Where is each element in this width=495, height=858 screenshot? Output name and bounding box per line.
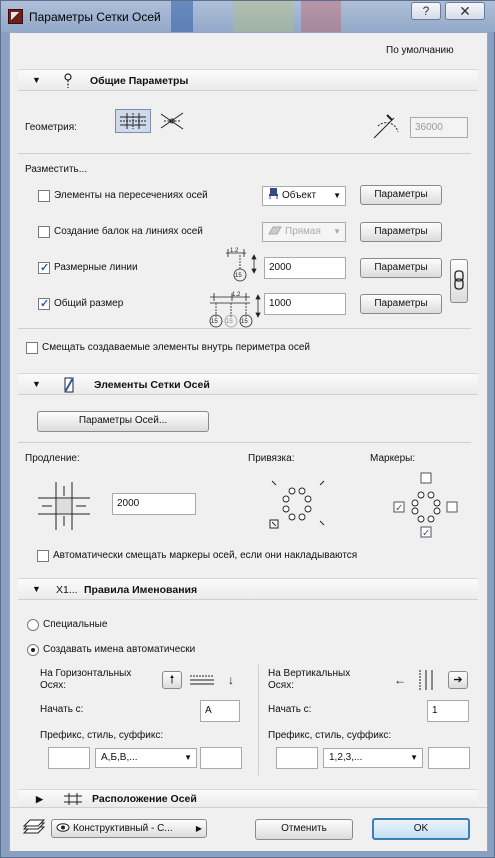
vertical-suffix-field[interactable] — [428, 747, 470, 769]
beams-label: Создание балок на линиях осей — [54, 226, 203, 237]
naming-prefix-icon: X1... — [56, 584, 78, 596]
divider — [258, 665, 259, 775]
overall-dimension-icon — [206, 287, 264, 329]
chevron-down-icon: ▼ — [333, 227, 341, 236]
chevron-down-icon: ▼ — [184, 753, 192, 762]
chain-link-icon — [451, 260, 467, 302]
horizontal-style-select[interactable] — [95, 748, 197, 768]
arrow-right-icon: ➔ — [453, 674, 463, 686]
geometry-radial-button[interactable] — [158, 110, 186, 132]
chain-link-toggle[interactable] — [450, 259, 468, 303]
close-button[interactable]: ✕ — [445, 2, 485, 20]
arrow-right-button[interactable] — [448, 671, 468, 689]
special-names-label: Специальные — [43, 619, 108, 630]
overall-dimension-field[interactable]: 1000 — [264, 293, 346, 315]
section-header-general[interactable] — [18, 69, 478, 91]
svg-text:✓: ✓ — [395, 503, 404, 514]
dimension-lines-field[interactable]: 2000 — [264, 257, 346, 279]
app-icon — [8, 9, 23, 24]
overall-marker-label-2: 15 — [226, 319, 233, 325]
help-button[interactable]: ? — [411, 2, 441, 20]
svg-text:✓: ✓ — [422, 528, 431, 539]
dimension-marker-label: 15 — [235, 273, 242, 279]
intersection-params-button[interactable]: Параметры — [360, 185, 442, 205]
auto-names-label: Создавать имена автоматически — [43, 644, 196, 655]
title-bar[interactable] — [1, 1, 495, 32]
horizontal-axes-icon — [188, 671, 218, 689]
grid-placement-icon — [62, 792, 84, 806]
vertical-start-label: Начать с: — [268, 704, 312, 715]
dimension-params-button[interactable]: Параметры — [360, 258, 442, 278]
eye-icon — [56, 823, 70, 832]
extension-icon — [34, 478, 94, 534]
object-type-value: Объект — [282, 190, 317, 201]
horizontal-axes-title: На Горизонтальных — [40, 668, 132, 679]
axis-params-button[interactable]: Параметры Осей... — [37, 411, 209, 432]
background-decoration — [171, 1, 193, 32]
grid-element-icon — [62, 377, 76, 393]
horizontal-suffix-field[interactable] — [200, 747, 242, 769]
horizontal-prefix-field[interactable] — [48, 747, 90, 769]
section-header-grid-elements[interactable] — [18, 373, 478, 395]
beam-icon — [268, 226, 282, 235]
dialog-body — [9, 32, 488, 851]
snap-icon — [268, 477, 328, 529]
expand-triangle-icon[interactable]: ▶ — [36, 794, 43, 804]
special-names-radio[interactable] — [27, 619, 39, 631]
beam-type-value: Прямая — [285, 226, 321, 237]
geometry-label: Геометрия: — [25, 122, 77, 133]
dimension-lines-label: Размерные линии — [54, 262, 138, 273]
extension-field[interactable]: 2000 — [112, 493, 196, 515]
chair-icon — [268, 188, 279, 199]
auto-offset-markers-label: Автоматически смещать маркеры осей, если они накладываются — [53, 550, 358, 561]
background-decoration — [301, 1, 341, 32]
angle-icon — [372, 112, 400, 140]
overall-marker-label-1: 15 — [211, 319, 218, 325]
arrow-up-icon: 🠕 — [169, 674, 175, 686]
offset-elements-checkbox[interactable] — [26, 342, 38, 354]
window-title: Параметры Сетки Осей — [29, 10, 161, 24]
markers-label: Маркеры: — [370, 453, 416, 464]
intersection-elements-checkbox[interactable] — [38, 190, 50, 202]
vertical-prefix-label: Префикс, стиль, суффикс: — [268, 730, 392, 741]
beams-checkbox[interactable] — [38, 226, 50, 238]
angle-field[interactable]: 36000 — [410, 117, 468, 138]
overall-marker-label-3: 15 — [241, 319, 248, 325]
section-title-placement: Расположение Осей — [92, 793, 197, 805]
vertical-prefix-field[interactable] — [276, 747, 318, 769]
horizontal-prefix-label: Префикс, стиль, суффикс: — [40, 730, 164, 741]
section-header-naming[interactable] — [18, 578, 478, 600]
defaults-label[interactable]: По умолчанию — [386, 45, 454, 56]
horizontal-start-label: Начать с: — [40, 704, 84, 715]
snap-label: Привязка: — [248, 453, 295, 464]
general-params-icon — [62, 73, 76, 89]
section-title-grid-elements: Элементы Сетки Осей — [94, 379, 210, 391]
collapse-triangle-icon[interactable]: ▼ — [32, 75, 41, 85]
arrow-up-button[interactable] — [162, 671, 182, 689]
object-type-select[interactable] — [262, 186, 346, 206]
chevron-right-icon: ▶ — [195, 824, 202, 833]
horizontal-axes-title-2: Осях: — [40, 680, 66, 691]
cancel-button[interactable]: Отменить — [255, 819, 353, 840]
divider — [18, 442, 471, 443]
beams-params-button[interactable]: Параметры — [360, 222, 442, 242]
overall-params-button[interactable]: Параметры — [360, 294, 442, 314]
layers-icon — [22, 819, 46, 839]
divider — [18, 153, 471, 154]
horizontal-start-field[interactable]: A — [200, 700, 240, 722]
ok-button[interactable]: OK — [372, 818, 470, 840]
dimension-line-icon — [222, 245, 262, 283]
overall-dimension-sample-label: 1.2 — [232, 292, 241, 298]
layer-value: Конструктивный - С... — [73, 823, 173, 834]
collapse-triangle-icon[interactable]: ▼ — [32, 584, 41, 594]
background-decoration — [233, 1, 293, 32]
vertical-style-select[interactable] — [323, 748, 423, 768]
vertical-axes-title-2: Осях: — [268, 680, 294, 691]
markers-icon[interactable] — [390, 471, 462, 539]
overall-dimension-label: Общий размер — [54, 298, 124, 309]
vertical-axes-icon — [414, 668, 440, 692]
extension-label: Продление: — [25, 453, 80, 464]
arrow-down-icon[interactable]: ↓ — [228, 673, 234, 687]
auto-offset-markers-checkbox[interactable] — [37, 550, 49, 562]
collapse-triangle-icon[interactable]: ▼ — [32, 379, 41, 389]
layer-select-button[interactable] — [51, 819, 207, 838]
horizontal-style-value: А,Б,В,... — [101, 752, 138, 763]
arrow-left-icon[interactable]: ← — [394, 673, 406, 687]
place-label: Разместить... — [25, 164, 88, 175]
dimension-sample-label: 1.2 — [230, 248, 239, 254]
vertical-axes-title: На Вертикальных — [268, 668, 351, 679]
divider — [18, 328, 471, 329]
section-title-naming: Правила Именования — [84, 584, 198, 596]
overall-dimension-checkbox[interactable] — [38, 298, 50, 310]
geometry-orthogonal-button[interactable] — [115, 109, 151, 133]
vertical-style-value: 1,2,3,... — [329, 752, 363, 763]
section-title-general: Общие Параметры — [90, 75, 189, 87]
vertical-start-field[interactable]: 1 — [427, 700, 469, 722]
chevron-down-icon: ▼ — [333, 191, 341, 200]
dimension-lines-checkbox[interactable] — [38, 262, 50, 274]
intersection-elements-label: Элементы на пересечениях осей — [54, 190, 208, 201]
beam-type-select[interactable] — [262, 222, 346, 242]
chevron-down-icon: ▼ — [410, 753, 418, 762]
auto-names-radio[interactable] — [27, 644, 39, 656]
offset-elements-label: Смещать создаваемые элементы внутрь периметра осей — [42, 342, 311, 353]
section-header-placement[interactable] — [18, 789, 478, 807]
